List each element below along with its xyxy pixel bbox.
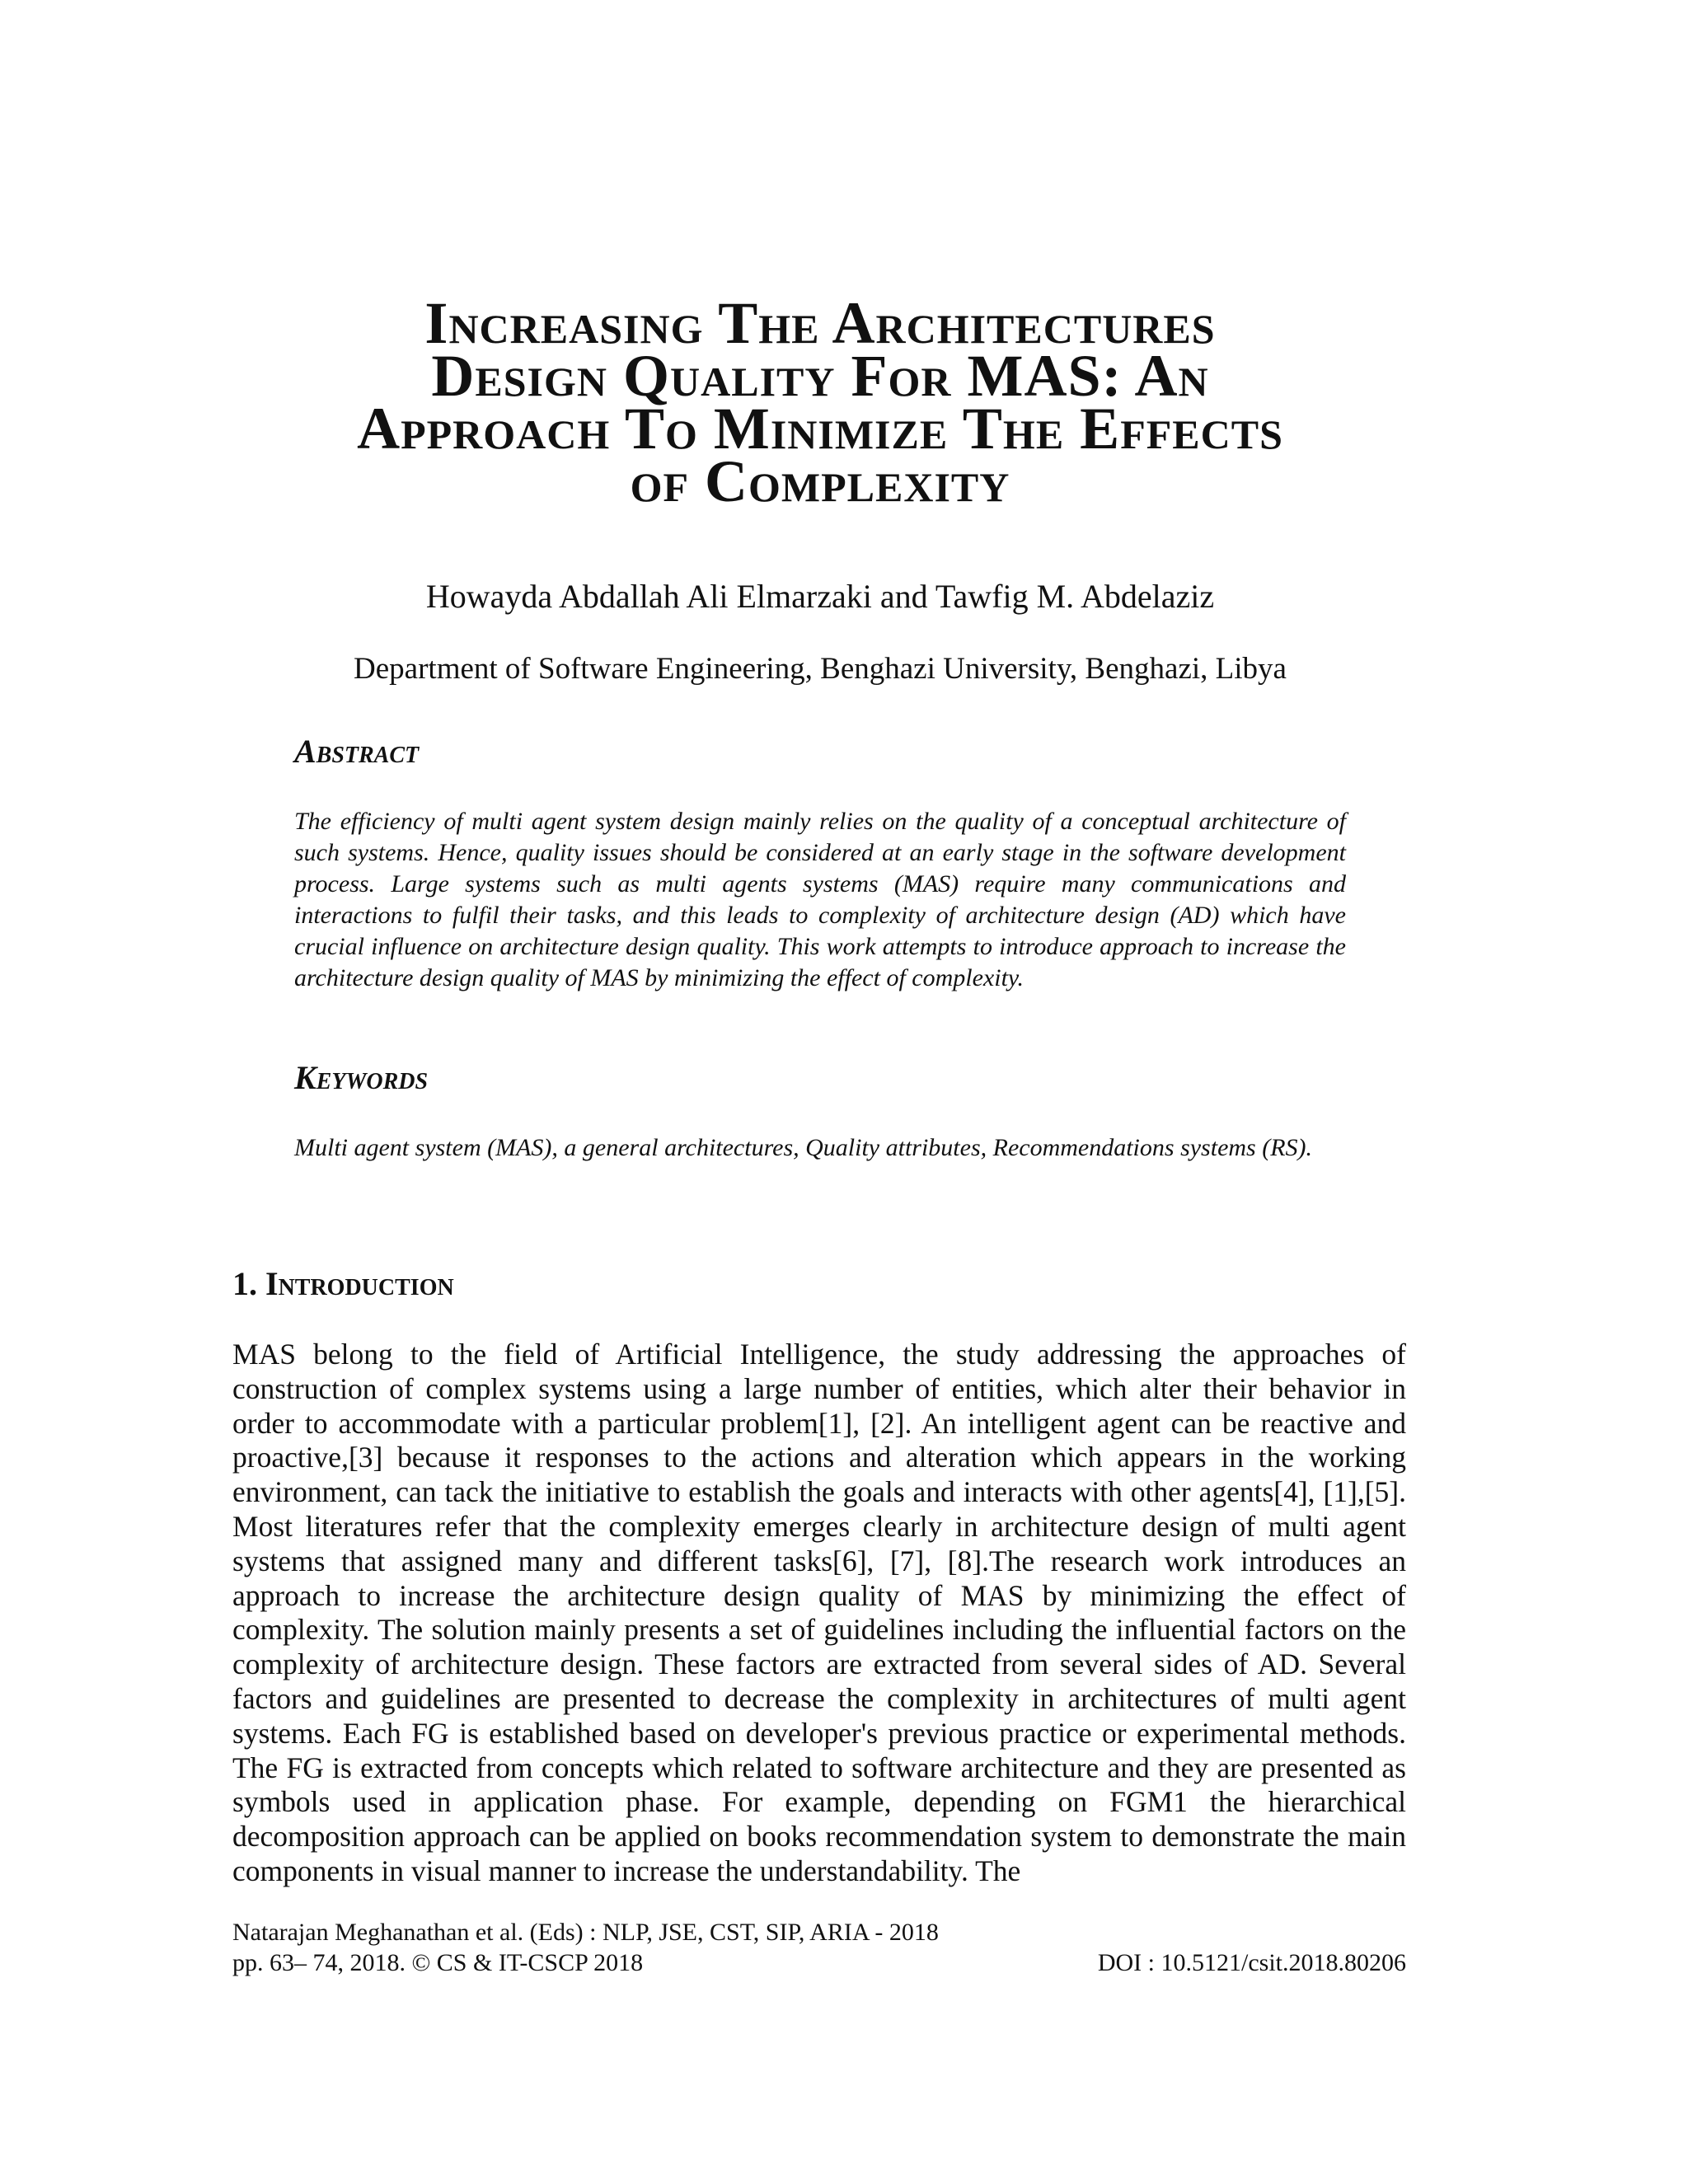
abstract-heading: Abstract bbox=[294, 733, 420, 770]
abstract-text: The efficiency of multi agent system design mainly relies on the quality of a conceptual architecture of such systems. Hence, quality issues should be considered at an early stage in the software development process. Large systems such as multi agents systems (MAS) require many communications and interactions to fulfil their tasks, and this leads to complexity of architecture design (AD) which have crucial influence on architecture design quality. This work attempts to introduce approach to increase the architecture design quality of MAS by minimizing the effect of complexity. bbox=[294, 808, 1346, 991]
title-line: Increasing The Architectures bbox=[424, 290, 1216, 356]
introduction-heading: 1. Introduction bbox=[232, 1265, 454, 1302]
affiliation: Department of Software Engineering, Benghazi University, Benghazi, Libya bbox=[354, 652, 1287, 686]
authors: Howayda Abdallah Ali Elmarzaki and Tawfig M. Abdelaziz bbox=[425, 578, 1215, 615]
keywords-text: Multi agent system (MAS), a general architectures, Quality attributes, Recommendations systems (RS). bbox=[294, 1134, 1313, 1161]
footer-doi: DOI : 10.5121/csit.2018.80206 bbox=[1097, 1949, 1406, 1976]
introduction-text: MAS belong to the field of Artificial Intelligence, the study addressing the approaches of construction of complex systems using a large number of entities, which alter their behavior in order to accommodate with a particular problem[1], [2]. An intelligent agent can be reactive and proactive,[3] because it responses to the actions and alteration which appears in the working environment, can tack the initiative to establish the goals and interacts with other agents[4], [1],[5]. Most literatures refer that the complexity emerges clearly in architecture design of multi agent systems that assigned many and different tasks[6], [7], [8].The research work introduces an approach to increase the architecture design quality of MAS by minimizing the effect of complexity. The solution mainly presents a set of guidelines including the influential factors on the complexity of architecture design. These factors are extracted from several sides of AD. Several factors and guidelines are presented to decrease the complexity in architectures of multi agent systems. Each FG is established based on developer's previous practice or experimental methods. The FG is extracted from concepts which related to software architecture and they are presented as symbols used in application phase. For example, depending on FGM1 the hierarchical decomposition approach can be applied on books recommendation system to demonstrate the main components in visual manner to increase the understandability. The bbox=[232, 1338, 1406, 1887]
title-line: Design Quality For MAS: An bbox=[431, 343, 1209, 409]
footer-editors: Natarajan Meghanathan et al. (Eds) : NLP, JSE, CST, SIP, ARIA - 2018 bbox=[232, 1919, 939, 1946]
title-line: Approach To Minimize The Effects bbox=[357, 396, 1283, 462]
keywords-heading: Keywords bbox=[294, 1059, 429, 1096]
footer-pages: pp. 63– 74, 2018. © CS & IT-CSCP 2018 bbox=[232, 1949, 644, 1976]
title-line: of Complexity bbox=[630, 448, 1010, 514]
paper-title bbox=[247, 290, 1393, 514]
